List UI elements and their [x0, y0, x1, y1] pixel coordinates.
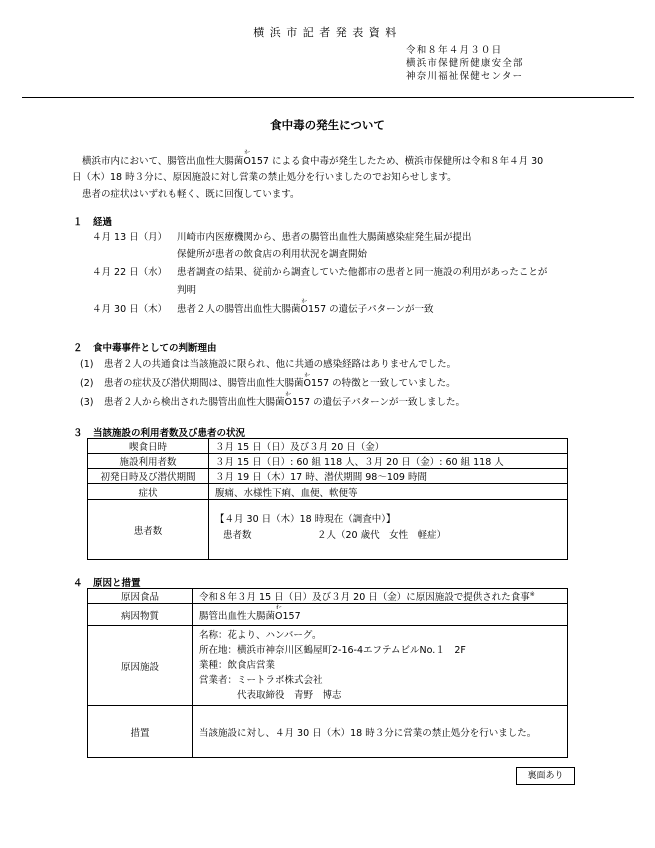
table-row: [88, 626, 568, 706]
table-row: [88, 484, 568, 500]
reason-3-text: [104, 392, 465, 410]
o-ruby: [300, 299, 308, 317]
header-date: 令和８年４月３０日: [406, 45, 503, 56]
facility-name: 名称：花より、ハンバーグ。: [199, 630, 322, 641]
table-row: [88, 469, 568, 484]
usage-value-users: ３月 15 日（日）: 60 組 118 人、３月 20 日（金）: 60 組 118 人: [209, 454, 568, 469]
usage-label-meal-date: 喫食日時: [88, 439, 209, 454]
header-dept-1: 横浜市保健所健康安全部: [406, 58, 524, 69]
header-divider: [22, 97, 634, 98]
cause-value-agent: [193, 604, 568, 626]
cause-food-note: ※: [529, 590, 535, 598]
section-4-title: 原因と措置: [93, 578, 141, 589]
patients-count-label: 患者数: [223, 529, 252, 541]
usage-value-onset: ３月 19 日（木）17 時、潜伏期間 98～109 時間: [209, 469, 568, 484]
cause-agent-text-b: 157: [282, 610, 301, 622]
o-letter: O: [303, 378, 311, 389]
o-ruby: [275, 604, 283, 622]
header-title: 横浜市記者発表資料: [253, 26, 402, 39]
cause-label-food: 原因食品: [88, 589, 193, 604]
cause-table: [87, 588, 568, 758]
usage-label-patients: 患者数: [88, 500, 209, 560]
o-ruby-mark: ｵｰ: [304, 373, 311, 379]
facility-business-type: 業種：飲食店営業: [199, 660, 276, 671]
o-ruby-mark: ｵｰ: [244, 150, 250, 156]
reason-2-text-a: 患者の症状及び潜伏期間は、腸管出血性大腸菌: [104, 378, 304, 389]
o-ruby-mark: ｵｰ: [285, 392, 292, 398]
reason-3-text-a: 患者２人から検出された腸管出血性大腸菌: [104, 397, 285, 408]
table-row: [88, 439, 568, 454]
o-ruby: [303, 373, 311, 391]
patients-count-line: [215, 528, 561, 544]
table-row: [88, 604, 568, 626]
section-3-heading: [73, 425, 245, 439]
section-3-title: 当該施設の利用者数及び患者の状況: [93, 428, 246, 439]
table-row: [88, 706, 568, 758]
intro-text-b: 157 による食中毒が発生したため、横浜市保健所は令和８年４月 30: [250, 156, 544, 167]
usage-value-patients: [209, 500, 568, 560]
cause-value-food: [193, 589, 568, 604]
timeline-text-1a: 川崎市内医療機関から、患者の腸管出血性大腸菌感染症発生届が提出: [177, 232, 472, 243]
reverse-side-note: 裏面あり: [516, 767, 575, 785]
o-ruby: [284, 392, 292, 410]
reason-1-number: (1): [80, 359, 94, 370]
cause-label-agent: 病因物質: [88, 604, 193, 626]
o-letter: O: [284, 397, 292, 408]
usage-label-symptoms: 症状: [88, 484, 209, 500]
reason-3-number: (3): [80, 397, 94, 408]
reason-2-number: (2): [80, 378, 94, 389]
o-ruby-mark: ｵｰ: [301, 299, 308, 305]
reason-2-text: [104, 373, 456, 391]
section-4-heading: [73, 575, 141, 589]
facility-operator: 営業者：ミートラボ株式会社: [199, 675, 323, 686]
cause-value-facility: [193, 626, 568, 706]
reason-1-text: 患者２人の共通食は当該施設に限られ、他に共通の感染経路はありませんでした。: [104, 359, 457, 370]
section-2-heading: [73, 340, 217, 354]
timeline-date-3: ４月 30 日（木）: [92, 304, 168, 315]
intro-line-3: 患者の症状はいずれも軽く、既に回復しています。: [82, 189, 300, 200]
section-1-number: １: [73, 217, 83, 228]
cause-label-facility: 原因施設: [88, 626, 193, 706]
usage-value-symptoms: 腹痛、水様性下痢、血便、軟便等: [209, 484, 568, 500]
usage-label-onset: 初発日時及び潜伏期間: [88, 469, 209, 484]
section-1-title: 経過: [93, 217, 113, 228]
reason-2-text-b: 157 の特徴と一致していました。: [311, 378, 456, 389]
section-2-title: 食中毒事件としての判断理由: [93, 343, 217, 354]
facility-representative: 代表取締役 青野 博志: [199, 690, 342, 701]
cause-label-action: 措置: [88, 706, 193, 758]
section-4-number: ４: [73, 578, 83, 589]
timeline-text-1b: 保健所が患者の飲食店の利用状況を調査開始: [177, 249, 368, 260]
table-row: [88, 500, 568, 560]
o-ruby: [243, 150, 251, 169]
table-row: [88, 589, 568, 604]
header-dept-2: 神奈川福祉保健センター: [406, 71, 524, 82]
timeline-text-3a: 患者２人の腸管出血性大腸菌: [177, 304, 301, 315]
intro-line-1: [82, 150, 544, 169]
section-1-heading: [73, 214, 112, 228]
document-title: 食中毒の発生について: [270, 118, 385, 132]
section-2-number: ２: [73, 343, 83, 354]
o-letter: O: [275, 610, 283, 622]
usage-table: [87, 438, 568, 560]
usage-label-users: 施設利用者数: [88, 454, 209, 469]
intro-text-a: 横浜市内において、腸管出血性大腸菌: [82, 156, 244, 167]
intro-line-2: 日（木）18 時３分に、原因施設に対し営業の禁止処分を行いましたのでお知らせします。: [72, 172, 457, 183]
o-ruby-mark: ｵｰ: [276, 604, 282, 611]
patients-count-value: ２人（20 歳代 女性 軽症）: [317, 529, 447, 541]
o-letter: O: [300, 304, 308, 315]
facility-address: 所在地：横浜市神奈川区鶴屋町2-16-4エフテムビルNo.１ 2F: [199, 645, 466, 656]
timeline-text-3: [177, 299, 434, 317]
timeline-date-2: ４月 22 日（水）: [92, 267, 168, 278]
timeline-text-2b: 判明: [177, 285, 197, 296]
cause-value-action: 当該施設に対し、４月 30 日（木）18 時３分に営業の禁止処分を行いました。: [193, 706, 568, 758]
cause-agent-text-a: 腸管出血性大腸菌: [199, 610, 276, 622]
usage-value-meal-date: ３月 15 日（日）及び３月 20 日（金）: [209, 439, 568, 454]
cause-food-text: 令和８年３月 15 日（日）及び３月 20 日（金）に原因施設で提供された食事: [199, 592, 530, 603]
reason-3-text-b: 157 の遺伝子パターンが一致しました。: [292, 397, 465, 408]
section-3-number: ３: [73, 428, 83, 439]
timeline-date-1: ４月 13 日（月）: [92, 232, 168, 243]
header-org-block: [406, 44, 524, 83]
patients-status-line: 【４月 30 日（木）18 時現在（調査中）】: [215, 513, 396, 525]
timeline-text-2a: 患者調査の結果、従前から調査していた他都市の患者と同一施設の利用があったことが: [177, 267, 548, 278]
timeline-text-3b: 157 の遺伝子パターンが一致: [308, 304, 434, 315]
table-row: [88, 454, 568, 469]
o-letter: O: [243, 156, 251, 167]
